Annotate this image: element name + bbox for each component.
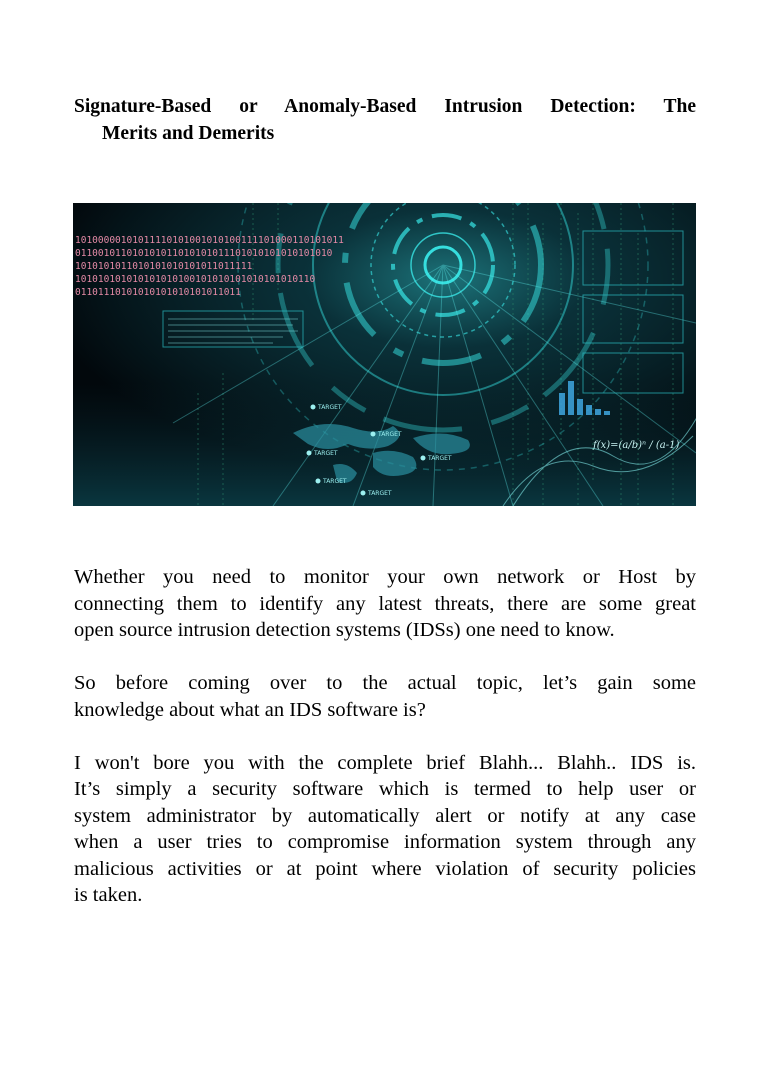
binary-row-1: 10100000101011110101001010100111101000110101011 <box>75 235 344 246</box>
article-body <box>74 564 696 935</box>
title-line-1: Signature-Based or Anomaly-Based Intrusion Detection: The <box>74 96 696 117</box>
target-label-3: TARGET <box>378 431 402 438</box>
target-label-2: TARGET <box>314 450 338 457</box>
paragraph-line: connecting them to identify any latest threats, there are some great <box>74 592 696 615</box>
paragraph-line: when a user tries to compromise information system through any <box>74 831 696 853</box>
binary-row-3: 1010101011010101010101011011111 <box>75 261 253 272</box>
binary-row-5: 01101110101010101010101011011 <box>75 287 241 298</box>
paragraph-line: I won't bore you with the complete brief Blahh... Blahh.. IDS is. <box>74 751 696 774</box>
paragraph-line: malicious activities or at point where violation of security policies <box>74 857 696 880</box>
target-label-4: TARGET <box>428 455 452 462</box>
document-title <box>74 93 696 147</box>
paragraph-line: open source intrusion detection systems (IDSs) one need to know. <box>74 619 615 641</box>
paragraph-1 <box>74 564 696 644</box>
image-formula: f(x)=(a/b)ⁿ / (a-1) <box>593 440 680 451</box>
paragraph-line: system administrator by automatically alert or notify at any case <box>74 804 696 827</box>
paragraph-2 <box>74 670 696 723</box>
binary-row-4: 101010101010101010100101010101010101010110 <box>75 274 316 285</box>
paragraph-line: Whether you need to monitor your own network or Host by <box>74 566 696 588</box>
title-line-2: Merits and Demerits <box>102 123 275 144</box>
paragraph-line: knowledge about what an IDS software is? <box>74 698 426 721</box>
target-label-1: TARGET <box>318 404 342 411</box>
binary-row-2: 011001011010101011010101011101010101010101010 <box>75 248 333 259</box>
paragraph-line: So before coming over to the actual topic, let’s gain some <box>74 672 696 694</box>
target-label-5: TARGET <box>323 478 347 485</box>
cyber-security-illustration <box>73 203 696 506</box>
paragraph-3 <box>74 750 696 909</box>
target-label-6: TARGET <box>368 490 392 497</box>
paragraph-line: is taken. <box>74 884 143 906</box>
paragraph-line: It’s simply a security software which is termed to help user or <box>74 778 696 800</box>
